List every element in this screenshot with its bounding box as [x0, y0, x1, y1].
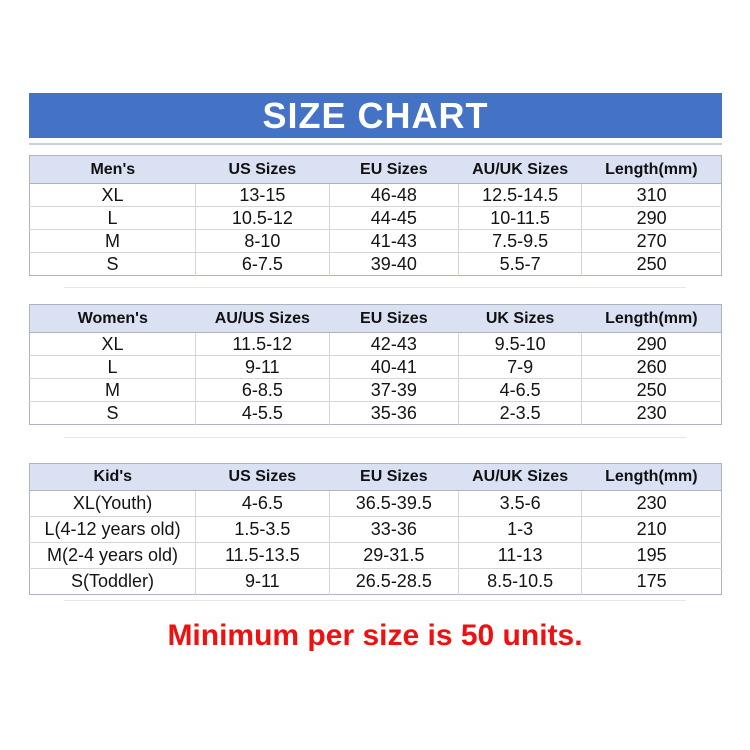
- table-row: [30, 569, 722, 595]
- table-row: [30, 230, 722, 253]
- table-row: [30, 402, 722, 425]
- size-value-cell: 9.5-10: [459, 333, 582, 356]
- size-value-cell: 11-13: [459, 543, 582, 569]
- table-row: [30, 333, 722, 356]
- size-value-cell: 250: [582, 253, 722, 276]
- size-value-cell: 41-43: [329, 230, 458, 253]
- size-value-cell: 10-11.5: [459, 207, 582, 230]
- size-value-cell: 9-11: [196, 569, 330, 595]
- size-value-cell: 6-7.5: [196, 253, 330, 276]
- size-label-cell: M: [30, 230, 196, 253]
- column-header: US Sizes: [196, 156, 330, 184]
- size-value-cell: 13-15: [196, 184, 330, 207]
- column-header: Length(mm): [582, 156, 722, 184]
- size-label-cell: S: [30, 402, 196, 425]
- column-header: Kid's: [30, 464, 196, 491]
- table-row: [30, 207, 722, 230]
- size-value-cell: 2-3.5: [459, 402, 582, 425]
- size-value-cell: 26.5-28.5: [329, 569, 458, 595]
- size-value-cell: 250: [582, 379, 722, 402]
- size-label-cell: XL: [101, 333, 124, 354]
- size-value-cell: 290: [582, 333, 722, 356]
- size-label-cell: XL: [101, 184, 124, 205]
- size-value-cell: 6-8.5: [196, 379, 330, 402]
- size-label-cell: L(4-12 years old): [30, 517, 196, 543]
- size-value-cell: 4-5.5: [196, 402, 330, 425]
- table-row: [30, 491, 722, 517]
- size-label-cell: XL(Youth): [72, 493, 153, 513]
- size-value-cell: 4-6.5: [459, 379, 582, 402]
- size-label-cell: M: [30, 379, 196, 402]
- size-value-cell: 310: [582, 184, 722, 207]
- table-row: [30, 517, 722, 543]
- size-label-cell: M(2-4 years old): [30, 543, 196, 569]
- column-header: US Sizes: [196, 464, 330, 491]
- size-value-cell: 11.5-13.5: [196, 543, 330, 569]
- womens-size-table: [29, 304, 722, 425]
- column-header: Length(mm): [582, 464, 722, 491]
- header-row: [30, 156, 722, 184]
- table-row: [30, 379, 722, 402]
- column-header: EU Sizes: [329, 156, 458, 184]
- size-value-cell: 39-40: [329, 253, 458, 276]
- size-value-cell: 12.5-14.5: [459, 184, 582, 207]
- column-header: AU/UK Sizes: [459, 464, 582, 491]
- size-value-cell: 175: [582, 569, 722, 595]
- size-value-cell: 270: [582, 230, 722, 253]
- size-value-cell: 230: [582, 491, 722, 517]
- size-value-cell: 46-48: [329, 184, 458, 207]
- page-title: SIZE CHART: [262, 94, 489, 136]
- size-value-cell: 10.5-12: [196, 207, 330, 230]
- size-label-cell: L: [30, 356, 196, 379]
- column-header: Women's: [30, 305, 196, 333]
- size-value-cell: 40-41: [329, 356, 458, 379]
- column-header: EU Sizes: [329, 464, 458, 491]
- mens-size-table: [29, 155, 722, 276]
- size-label-cell: L: [30, 207, 196, 230]
- kids-size-table: [29, 463, 722, 595]
- size-value-cell: 260: [582, 356, 722, 379]
- size-value-cell: 195: [582, 543, 722, 569]
- title-banner: [29, 93, 722, 138]
- header-row: [30, 464, 722, 491]
- column-header: Length(mm): [582, 305, 722, 333]
- table-row: [30, 356, 722, 379]
- column-header: UK Sizes: [459, 305, 582, 333]
- size-value-cell: 1.5-3.5: [196, 517, 330, 543]
- column-header: Men's: [30, 156, 196, 184]
- size-value-cell: 3.5-6: [459, 491, 582, 517]
- mens-table-shadow-line: [64, 287, 686, 288]
- table-row: [30, 543, 722, 569]
- size-value-cell: 9-11: [196, 356, 330, 379]
- size-label-cell: S(Toddler): [30, 569, 196, 595]
- size-value-cell: 29-31.5: [329, 543, 458, 569]
- size-value-cell: 230: [582, 402, 722, 425]
- table-row: [30, 184, 722, 207]
- womens-table-shadow-line: [64, 437, 686, 438]
- kids-table-shadow-line: [64, 600, 686, 601]
- size-label-cell: S: [30, 253, 196, 276]
- size-value-cell: 8-10: [196, 230, 330, 253]
- column-header: EU Sizes: [329, 305, 458, 333]
- size-value-cell: 36.5-39.5: [329, 491, 458, 517]
- size-value-cell: 7.5-9.5: [459, 230, 582, 253]
- size-value-cell: 1-3: [459, 517, 582, 543]
- header-row: [30, 305, 722, 333]
- column-header: AU/US Sizes: [196, 305, 330, 333]
- size-value-cell: 5.5-7: [459, 253, 582, 276]
- size-value-cell: 210: [582, 517, 722, 543]
- size-value-cell: 42-43: [329, 333, 458, 356]
- size-value-cell: 33-36: [329, 517, 458, 543]
- minimum-order-note: Minimum per size is 50 units.: [167, 619, 583, 652]
- size-value-cell: 4-6.5: [196, 491, 330, 517]
- size-value-cell: 35-36: [329, 402, 458, 425]
- banner-underline: [29, 143, 722, 145]
- size-value-cell: 290: [582, 207, 722, 230]
- size-value-cell: 11.5-12: [196, 333, 330, 356]
- size-value-cell: 37-39: [329, 379, 458, 402]
- size-value-cell: 8.5-10.5: [459, 569, 582, 595]
- size-value-cell: 7-9: [459, 356, 582, 379]
- table-row: [30, 253, 722, 276]
- column-header: AU/UK Sizes: [459, 156, 582, 184]
- size-value-cell: 44-45: [329, 207, 458, 230]
